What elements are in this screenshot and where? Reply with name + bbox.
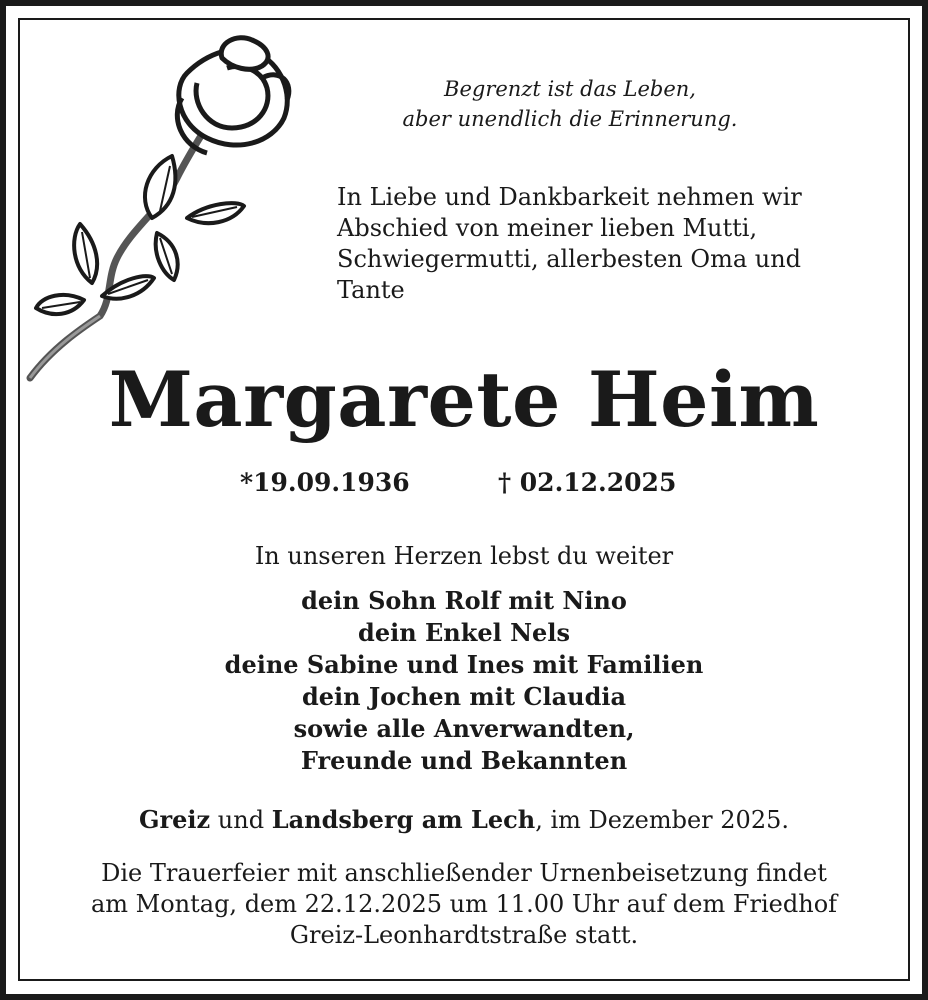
motto-line: aber unendlich die Erinnerung. bbox=[402, 107, 738, 131]
birth-date: *19.09.1936 bbox=[240, 468, 410, 497]
funeral-line: Greiz-Leonhardtstraße statt. bbox=[289, 921, 639, 949]
mourner-item: Freunde und Bekannten bbox=[300, 746, 628, 775]
mourner-item: deine Sabine und Ines mit Familien bbox=[224, 650, 704, 679]
funeral-line: am Montag, dem 22.12.2025 um 11.00 Uhr auf dem Friedhof bbox=[90, 890, 838, 918]
mourner-item: dein Jochen mit Claudia bbox=[301, 682, 627, 711]
mourners-list bbox=[0, 585, 928, 777]
deceased-name: Margarete Heim bbox=[108, 355, 820, 444]
place-city-1: Greiz bbox=[139, 805, 211, 834]
intro-line: Abschied von meiner lieben Mutti, bbox=[337, 214, 758, 242]
intro-text bbox=[337, 182, 897, 306]
place-date-line bbox=[0, 803, 928, 837]
place-city-2: Landsberg am Lech bbox=[271, 805, 536, 834]
mourner-item: dein Sohn Rolf mit Nino bbox=[301, 586, 627, 615]
motto-line: Begrenzt ist das Leben, bbox=[444, 77, 696, 101]
place-date: , im Dezember 2025. bbox=[535, 806, 789, 834]
intro-line: In Liebe und Dankbarkeit nehmen wir bbox=[337, 183, 802, 211]
place-conjunction: und bbox=[210, 806, 272, 834]
funeral-line: Die Trauerfeier mit anschließender Urnenbeisetzung findet bbox=[101, 859, 827, 887]
funeral-notice bbox=[20, 858, 908, 951]
mourner-item: dein Enkel Nels bbox=[358, 618, 570, 647]
mourner-item: sowie alle Anverwandten, bbox=[293, 714, 635, 743]
motto bbox=[330, 74, 810, 134]
intro-line: Schwiegermutti, allerbesten Oma und bbox=[337, 245, 802, 273]
death-date: † 02.12.2025 bbox=[498, 468, 677, 497]
heart-line: In unseren Herzen lebst du weiter bbox=[254, 542, 674, 570]
intro-line: Tante bbox=[337, 276, 405, 304]
rose-icon bbox=[22, 28, 302, 388]
